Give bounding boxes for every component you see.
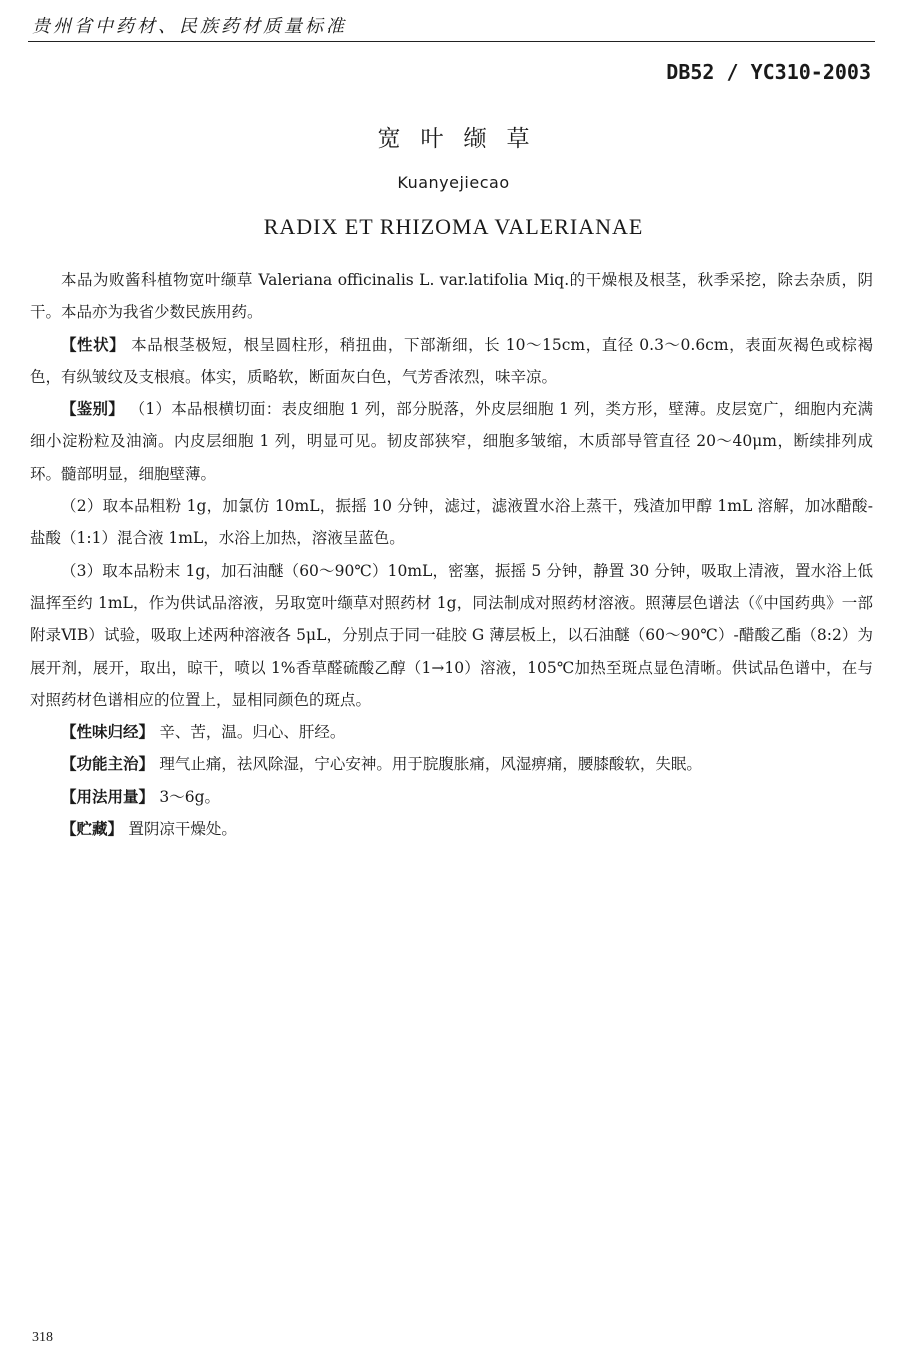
- section-text: （1）本品根横切面：表皮细胞 1 列，部分脱落，外皮层细胞 1 列，类方形，壁薄。皮层宽广，细胞内充满细小淀粉粒及油滴。内皮层细胞 1 列，明显可见。韧皮部狭窄，细胞多皱缩，木质部导管直径 20～40μm，断续排列成环。髓部明显，细胞壁薄。: [30, 400, 873, 483]
- section-text: （3）取本品粉末 1g，加石油醚（60～90℃）10mL，密塞，振摇 5 分钟，静置 30 分钟，吸取上清液，置水浴上低温挥至约 1mL，作为供试品溶液，另取宽叶缬草对照药材 1g，同法制成对照药材溶液。照薄层色谱法（《中国药典》一部附录ⅥB）试验，吸取上述两种溶液各 5μL，分别点于同一硅胶 G 薄层板上，以石油醚（60～90℃）-醋酸乙酯（8:2）为展开剂，展开，取出，晾干，喷以 1%香草醛硫酸乙醇（1→10）溶液，105℃加热至斑点显色清晰。供试品色谱中，在与对照药材色谱相应的位置上，显相同颜色的斑点。: [30, 561, 873, 709]
- section-text: 本品根茎极短，根呈圆柱形，稍扭曲，下部渐细，长 10～15cm，直径 0.3～0.6cm，表面灰褐色或棕褐色，有纵皱纹及支根痕。体实，质略软，断面灰白色，气芳香浓烈，味辛凉。: [30, 335, 873, 386]
- title-chinese: 宽叶缬草: [377, 126, 550, 152]
- paragraph-identification-1: [30, 393, 873, 490]
- page-number: 318: [32, 1330, 53, 1345]
- section-label: 【功能主治】: [61, 755, 160, 774]
- section-label: 【贮藏】: [61, 820, 129, 839]
- standard-code: DB52 / YC310-2003: [666, 60, 871, 84]
- section-text: 辛、苦，温。归心、肝经。: [159, 723, 346, 742]
- header-rule: [28, 41, 875, 42]
- section-label: 【性状】: [61, 335, 132, 354]
- section-text: 本品为败酱科植物宽叶缬草 Valeriana officinalis L. var.latifolia Miq.的干燥根及根茎，秋季采挖，除去杂质，阴干。本品亦为我省少数民族用药。: [30, 271, 873, 322]
- section-text: 3～6g。: [159, 787, 221, 806]
- section-label: 【用法用量】: [61, 787, 160, 806]
- paragraph-storage: [30, 813, 873, 845]
- paragraph-intro: [30, 264, 873, 329]
- section-label: 【鉴别】: [61, 400, 130, 419]
- section-text: （2）取本品粗粉 1g，加氯仿 10mL，振摇 10 分钟，滤过，滤液置水浴上蒸干，残渣加甲醇 1mL 溶解，加冰醋酸-盐酸（1:1）混合液 1mL，水浴上加热，溶液呈蓝色。: [30, 497, 873, 548]
- paragraph-dosage: [30, 781, 873, 813]
- section-label: 【性味归经】: [61, 723, 160, 742]
- paragraph-identification-3: [30, 555, 873, 716]
- title-pinyin: Kuanyejiecao: [397, 173, 510, 192]
- monograph-body: [30, 264, 873, 845]
- paragraph-identification-2: [30, 490, 873, 555]
- section-text: 理气止痛，祛风除湿，宁心安神。用于脘腹胀痛，风湿痹痛，腰膝酸软，失眠。: [159, 755, 702, 774]
- paragraph-nature-meridian: [30, 716, 873, 748]
- paragraph-characteristics: [30, 329, 873, 394]
- section-text: 置阴凉干燥处。: [128, 820, 237, 839]
- title-latin: RADIX ET RHIZOMA VALERIANAE: [263, 214, 644, 239]
- paragraph-functions: [30, 748, 873, 780]
- series-title: 贵州省中药材、民族药材质量标准: [32, 16, 347, 37]
